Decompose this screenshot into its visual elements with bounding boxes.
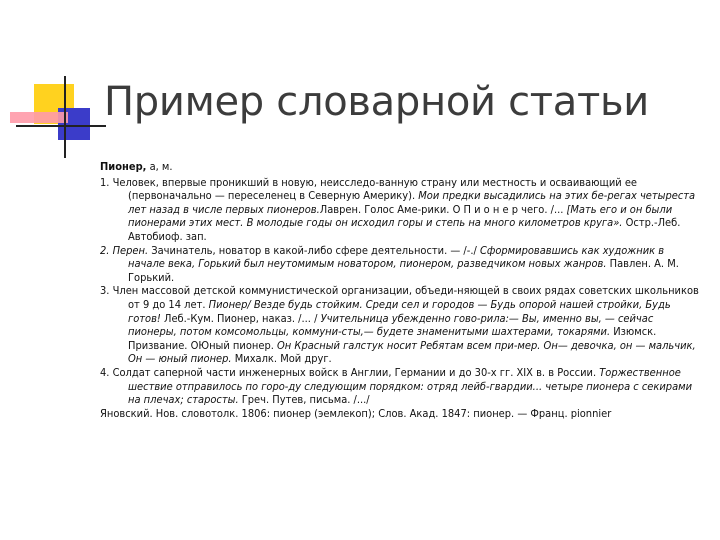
decor-horizontal-line <box>16 125 106 127</box>
sense-4 <box>100 366 700 407</box>
etymology: Яновский. Нов. словотолк. 1806: пионер (эемлекоп); Слов. Акад. 1847: пионер. — Франц. pionnier <box>100 406 612 420</box>
sense-2 <box>100 244 700 285</box>
decor-vertical-line <box>64 76 66 158</box>
sense-4-text-1: 4. Солдат саперной части инженерных войск в Англии, Германии и до 30-х гг. XIX в. в России. <box>100 365 600 379</box>
sense-1-text-1: 1. Человек, впервые проникший в новую, неисследо-ванную страну или местность и осваивающий ее (первоначально — переселенец в Северную Америку). <box>100 175 637 203</box>
sense-1-example-2: [Мать его и он были пионерами этих мест. В молодые годы он исходил горы и степь на много километров круга». <box>128 202 673 230</box>
sense-3-text-3: Изюмск. Призвание. ОЮный пионер. <box>128 325 657 352</box>
sense-1-text-2: Лаврен. Голос Аме-рики. О П и о н е р чего. /... <box>319 202 567 216</box>
headword: Пионер, <box>100 160 147 173</box>
sense-3-source: Михалк. Мой друг. <box>231 352 332 366</box>
slide-title: Пример словарной статьи <box>104 79 649 125</box>
sense-2-example: Сформировавшись как художник в начале века, Горький был неутомимым новатором, пионером, разведчиком новых жанров. <box>128 243 665 271</box>
sense-2-label: 2. Перен. <box>100 243 149 257</box>
sense-4-source: Греч. Путев, письма. /.../ <box>238 393 370 407</box>
sense-4-example: Торжественное шествие отправилось по горо-ду следующим порядком: отряд лейб-гвардии... четыре пионера с секирами на плечах; старосты. <box>128 365 693 407</box>
sense-3-text-2: Леб.-Кум. Пионер, наказ. /... / <box>160 311 321 325</box>
decor-pink-bar <box>10 112 68 123</box>
entry-headline <box>100 160 700 174</box>
sense-1-example-1: Мои предки высадились на этих бе-регах четыреста лет назад в числе первых пионеров. <box>128 189 696 216</box>
sense-3-text-1: 3. Член массовой детской коммунистической организации, объеди-няющей в своих рядах советских школьников от 9 до 14 лет. <box>100 284 699 311</box>
sense-3-example-1: Пионер/ Везде будь стойким. Среди сел и городов — Будь опорой нашей стройки, Будь готов! <box>128 297 671 325</box>
dictionary-entry <box>100 160 700 420</box>
sense-2-text-1: Зачинатель, новатор в какой-либо сфере деятельности. — /-./ <box>148 243 480 257</box>
grammar-info: а, м. <box>146 160 173 173</box>
sense-1-source: Остр.-Леб. Автобиоф. зап. <box>128 216 681 243</box>
sense-3-example-3: Он Красный галстук носит Ребятам всем при-мер. Он— девочка, он — мальчик, Он — юный пионер. <box>128 338 696 366</box>
sense-3 <box>100 284 700 366</box>
sense-2-source: Павлен. А. М. Горький. <box>128 257 679 284</box>
sense-1 <box>100 176 700 244</box>
sense-3-example-2: Учительница убежденно гово-рила:— Вы, именно вы, — сейчас пионеры, потом комсомольцы, коммуни-сты,— будете знаменитыми шахтерами, токарями. <box>128 311 654 339</box>
